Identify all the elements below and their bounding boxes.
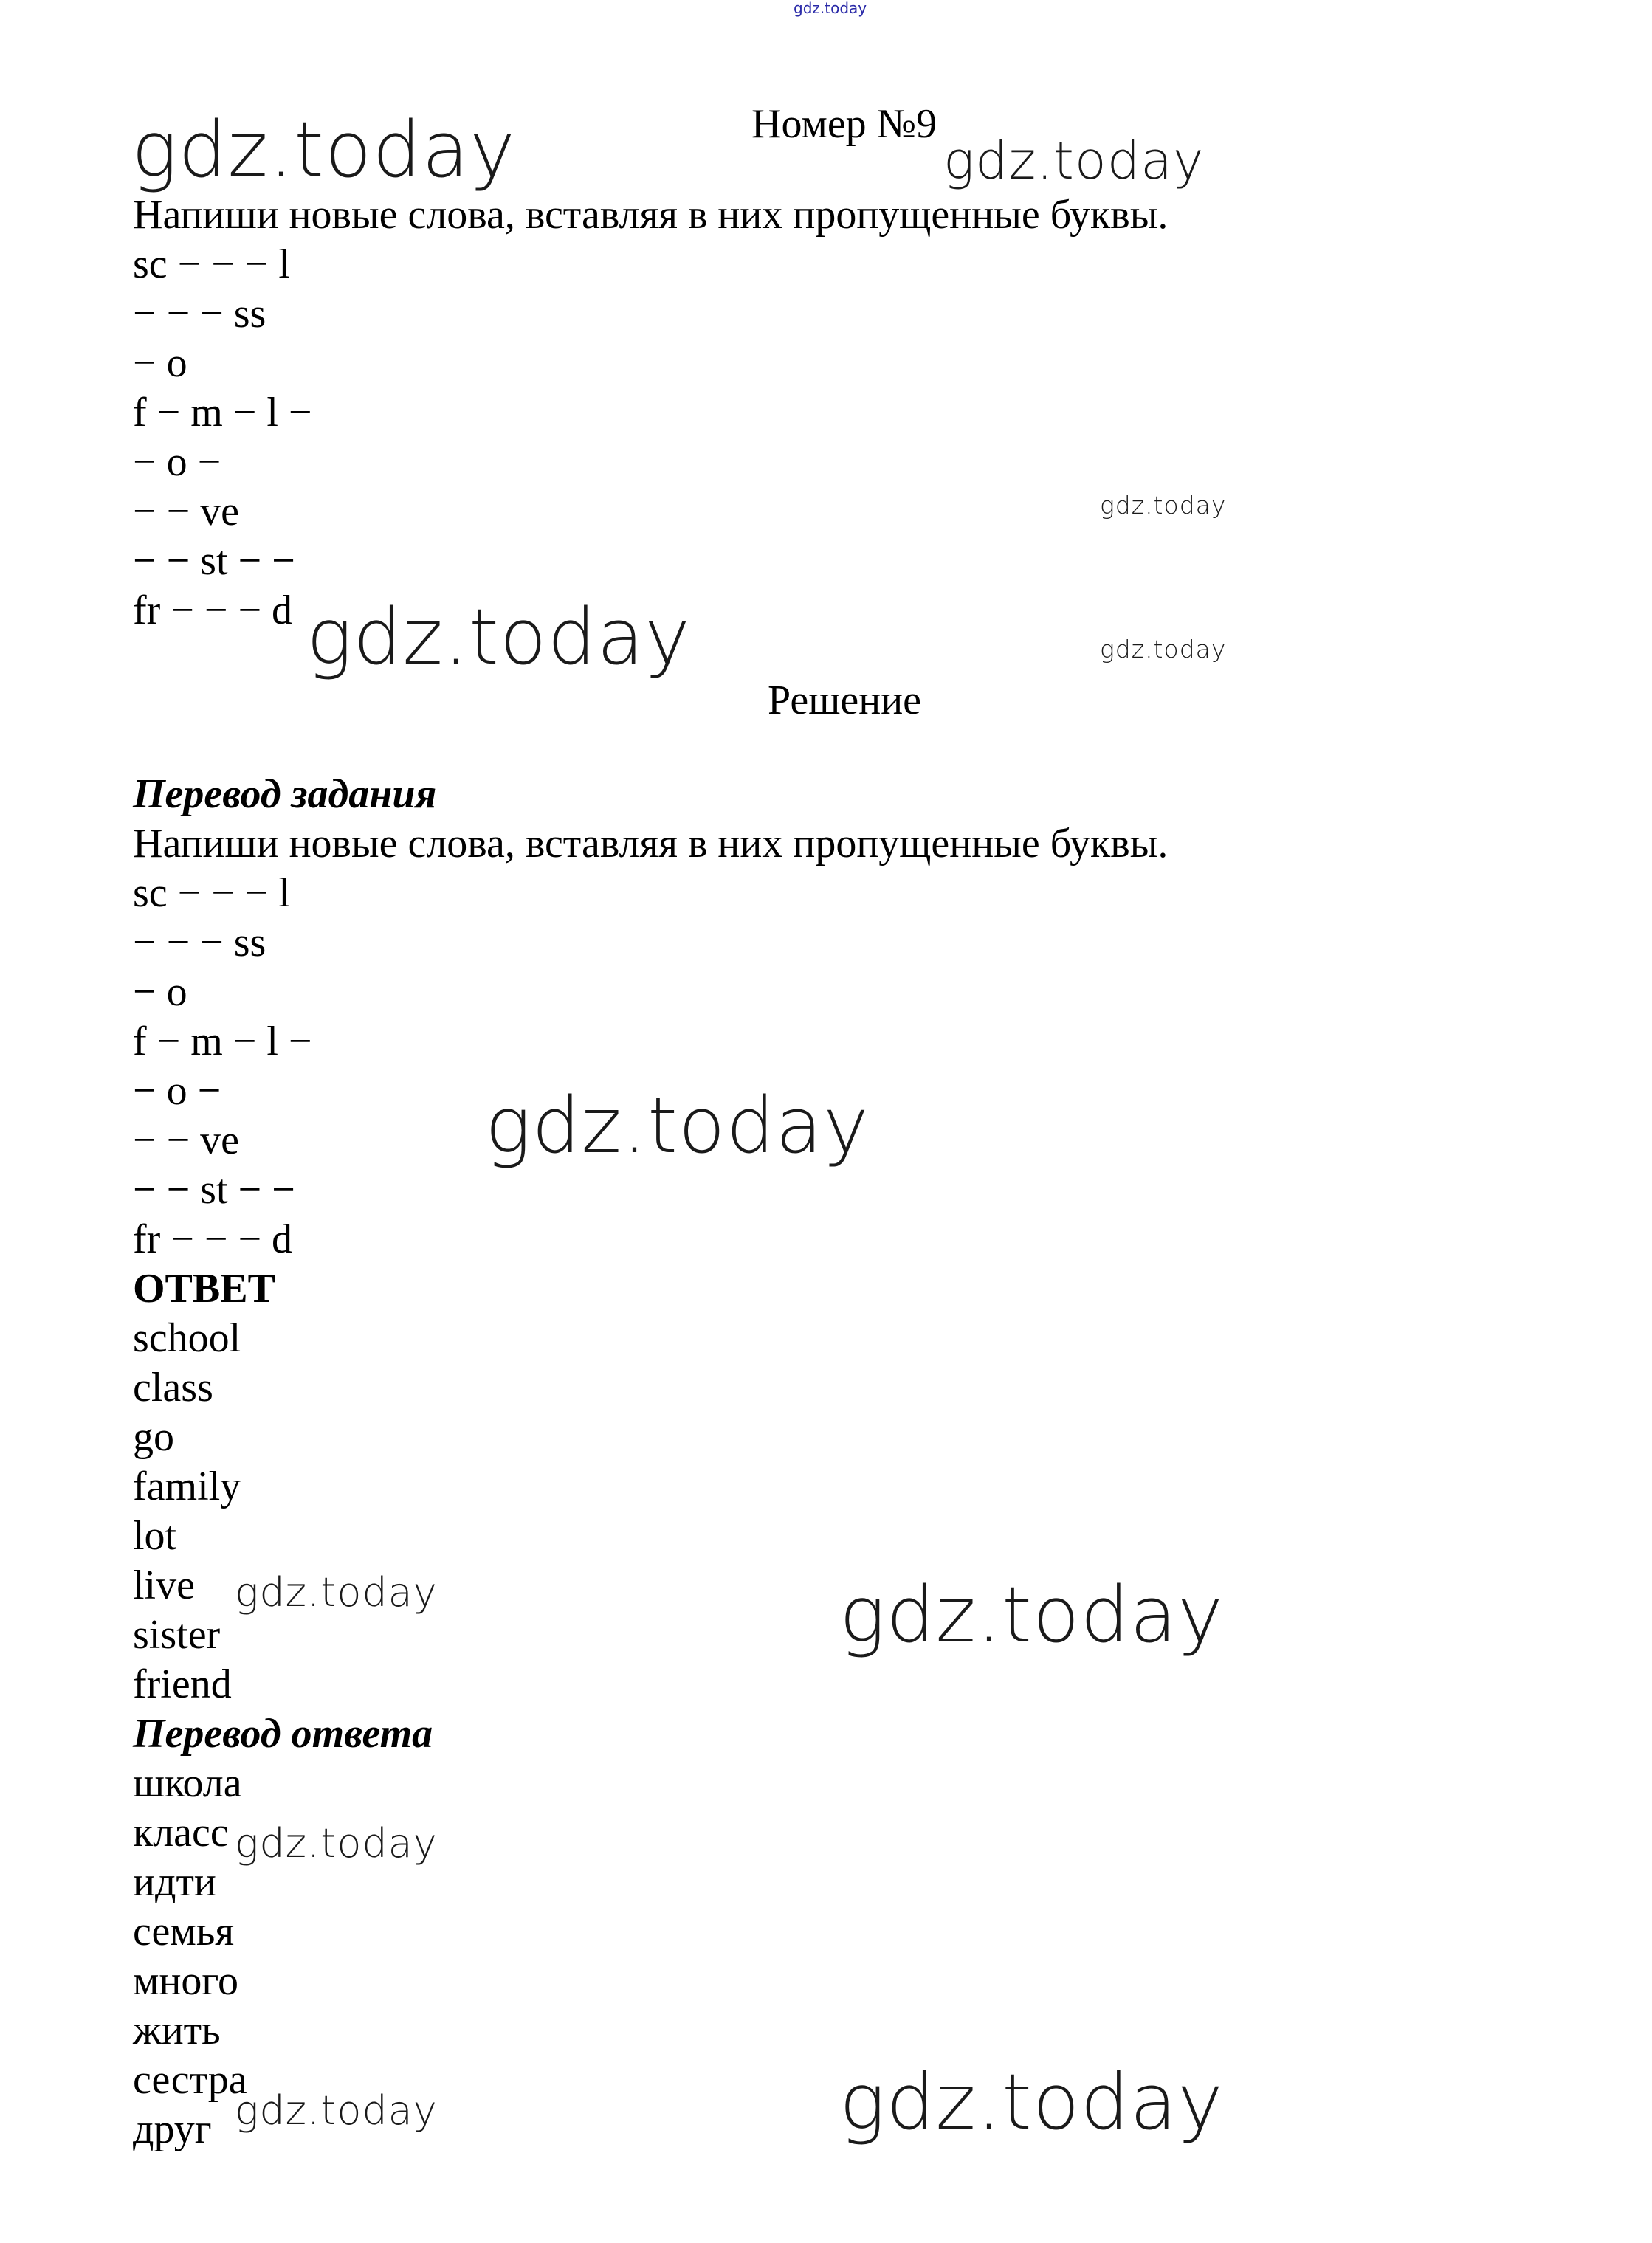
answer-item: class [133,1365,213,1410]
solution-line: − o [133,969,187,1015]
watermark: gdz.today [1100,635,1227,664]
task-line: − − − ss [133,291,266,337]
watermark: gdz.today [943,131,1205,191]
task-line: sc − − − l [133,241,290,287]
answer-item: school [133,1315,241,1361]
answer-translation-heading: Перевод ответа [133,1711,433,1757]
answer-item: go [133,1414,174,1460]
task-line: − − st − − [133,538,295,584]
page-title: Номер №9 [751,101,937,147]
answer-item: lot [133,1513,177,1559]
solution-line: f − m − l − [133,1019,312,1064]
solution-line: − − st − − [133,1167,295,1213]
solution-line: − o − [133,1068,221,1114]
solution-line: sc − − − l [133,870,290,916]
answer-translation-item: жить [133,2008,221,2053]
task-line: f − m − l − [133,390,312,435]
watermark: gdz.today [839,2057,1224,2147]
watermark: gdz.today [235,1569,438,1616]
solution-heading: Решение [768,678,922,723]
answer-translation-item: идти [133,1859,216,1905]
answer-translation-item: школа [133,1760,242,1806]
translation-heading: Перевод задания [133,771,437,817]
watermark: gdz.today [131,105,516,195]
solution-line: − − ve [133,1117,240,1163]
watermark: gdz.today [1100,491,1227,520]
answer-heading: ОТВЕТ [133,1266,275,1312]
answer-translation-item: семья [133,1909,235,1954]
solution-line: fr − − − d [133,1216,293,1262]
answer-translation-item: сестра [133,2057,247,2103]
task-line: − o [133,340,187,386]
watermark: gdz.today [235,2087,438,2134]
watermark: gdz.today [839,1570,1224,1660]
answer-item: live [133,1562,195,1608]
answer-translation-item: друг [133,2106,212,2152]
task-line: − o − [133,439,221,485]
answer-translation-item: класс [133,1810,229,1856]
solution-line: − − − ss [133,920,266,965]
answer-item: sister [133,1612,221,1658]
watermark-top: gdz.today [794,0,867,17]
solution-instruction: Напиши новые слова, вставляя в них пропущенные буквы. [133,821,1169,866]
watermark: gdz.today [235,1820,438,1867]
answer-item: friend [133,1661,232,1707]
watermark: gdz.today [306,592,691,682]
answer-translation-item: много [133,1958,238,2004]
answer-item: family [133,1464,241,1509]
task-line: − − ve [133,489,240,534]
task-line: fr − − − d [133,588,293,633]
watermark: gdz.today [485,1081,870,1171]
task-instruction: Напиши новые слова, вставляя в них пропущенные буквы. [133,192,1169,238]
